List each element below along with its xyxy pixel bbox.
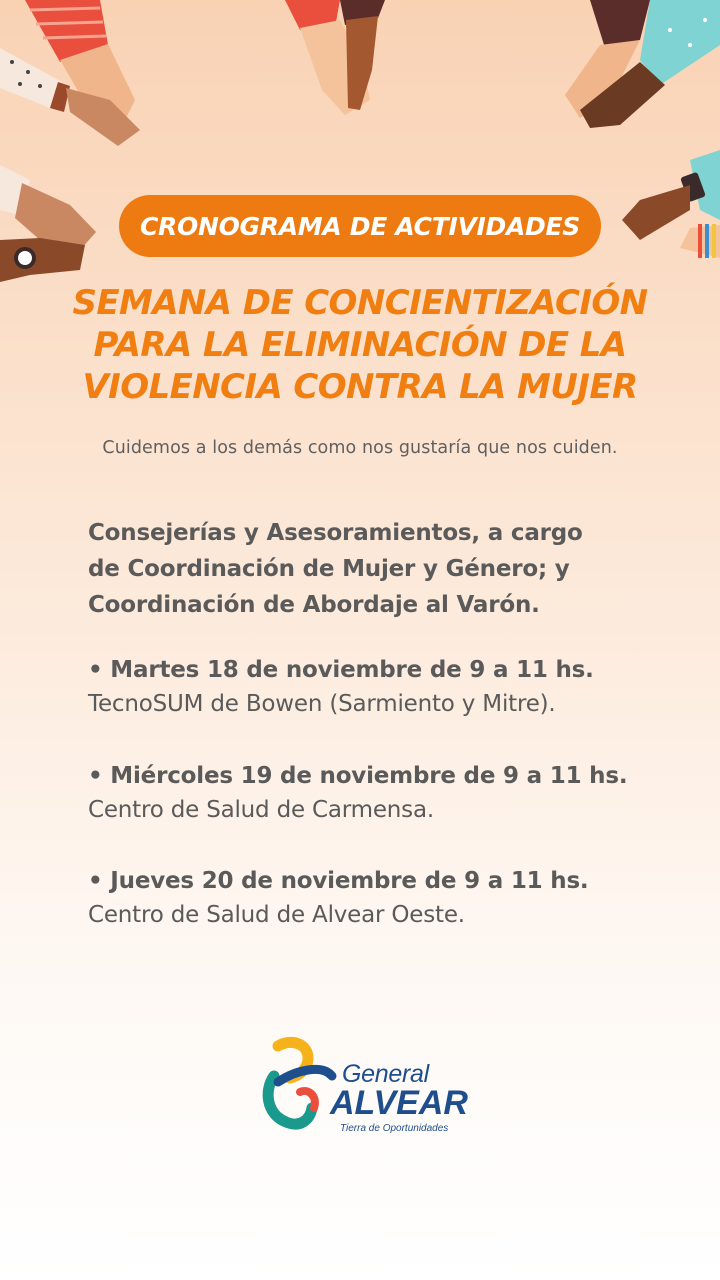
event-date: • Martes 18 de noviembre de 9 a 11 hs. xyxy=(88,657,594,683)
hand-left-dotted xyxy=(0,48,140,146)
event-location: Centro de Salud de Alvear Oeste. xyxy=(88,902,465,928)
event-item xyxy=(88,864,708,932)
title-line: PARA LA ELIMINACIÓN DE LA xyxy=(93,325,627,365)
title-line: VIOLENCIA CONTRA LA MUJER xyxy=(82,367,638,407)
intro-line: de Coordinación de Mujer y Género; y xyxy=(88,556,570,582)
event-date: • Miércoles 19 de noviembre de 9 a 11 hs. xyxy=(88,763,628,789)
event-item xyxy=(88,759,708,827)
event-item xyxy=(88,653,708,721)
intro-line: Consejerías y Asesoramientos, a cargo xyxy=(88,520,583,546)
title-line: SEMANA DE CONCIENTIZACIÓN xyxy=(72,283,648,323)
hand-top-left-red xyxy=(25,0,135,130)
intro-line: Coordinación de Abordaje al Varón. xyxy=(88,592,540,618)
page-title xyxy=(40,282,680,408)
hand-mid-right xyxy=(622,150,720,258)
intro-paragraph xyxy=(88,515,688,623)
hand-top-right xyxy=(565,0,720,128)
event-location: Centro de Salud de Carmensa. xyxy=(88,797,434,823)
event-location: TecnoSUM de Bowen (Sarmiento y Mitre). xyxy=(88,691,556,717)
logo-tagline: Tierra de Oportunidades xyxy=(340,1123,449,1134)
logo-text-alvear: ALVEAR xyxy=(330,1084,468,1122)
hand-mid-left xyxy=(0,165,96,282)
hand-top-center xyxy=(285,0,385,115)
logo-text-general: General xyxy=(342,1060,429,1088)
schedule-pill-label: CRONOGRAMA DE ACTIVIDADES xyxy=(140,211,580,241)
subtitle: Cuidemos a los demás como nos gustaría que nos cuiden. xyxy=(102,438,618,458)
schedule-pill xyxy=(119,195,601,257)
event-date: • Jueves 20 de noviembre de 9 a 11 hs. xyxy=(88,868,589,894)
